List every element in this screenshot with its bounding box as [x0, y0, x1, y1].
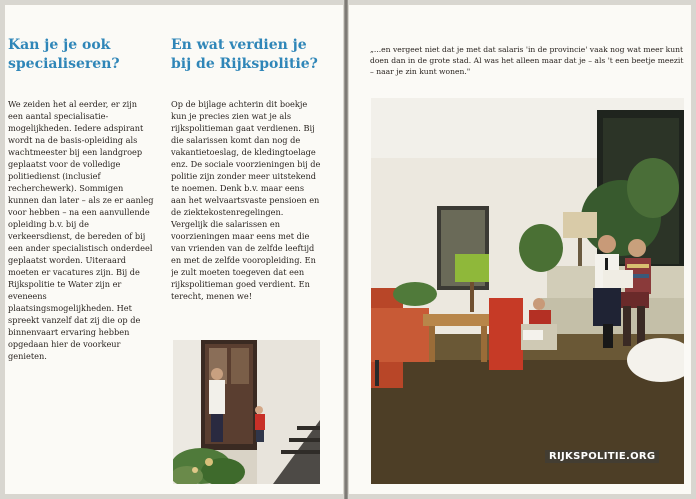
site-watermark: RIJKSPOLITIE.ORG: [545, 450, 659, 463]
heading-specialiseren: Kan je je ook specialiseren?: [8, 37, 120, 72]
body-verdienen: Op de bijlage achterin dit boekje kun je precies zien wat je als rijkspolitieman gaat verdienen. Bij die salarissen komt dan nog de vakantietoeslag, de kledingtoelage enz. De sociale voorzieningen bij de politie zijn zonder meer uitstekend te noemen. Denk b.v. maar eens aan het welvaartsvaste pensioen en de ziektekostenregelingen. Vergelijk die salarissen en voorzieningen maar eens met die van vrienden van de zelfde leeftijd en met de zelfde vooropleiding. En je zult moeten toegeven dat een rijkspolitieman goed verdient. En terecht, menen we!: [171, 99, 321, 301]
quote-salary: „...en vergeet niet dat je met dat salaris 'in de provincie' vaak nog wat meer kunt doen dan in de grote stad. Al was het alleen maar dat je – als 't een beetje meezit – naar je zin kunt wonen.": [370, 45, 684, 76]
body-specialiseren: We zeiden het al eerder, er zijn een aantal specialisatie-mogelijkheden. Iedere adspirant wordt na de basis-opleiding als wachtmeester bij een landgroep geplaatst voor de volledige politiedienst (inclusief recherchewerk). Sommigen kunnen dan later – als ze er aanleg voor hebben – na een aanvullende opleiding b.v. bij de verkeersdienst, de bereden of bij een ander specialistisch onderdeel geplaatst worden. Uiteraard moeten er vacatures zijn. Bij de Rijkspolitie te Water zijn er eveneens plaatsingsmogelijkheden. Het spreekt vanzelf dat zij die op de binnenvaart ervaring hebben opgedaan hier de voorkeur genieten.: [8, 99, 154, 361]
photo-hallway-family: [173, 340, 320, 484]
heading-verdienen: En wat verdien je bij de Rijkspolitie?: [171, 37, 318, 72]
photo-living-room: [371, 98, 684, 484]
